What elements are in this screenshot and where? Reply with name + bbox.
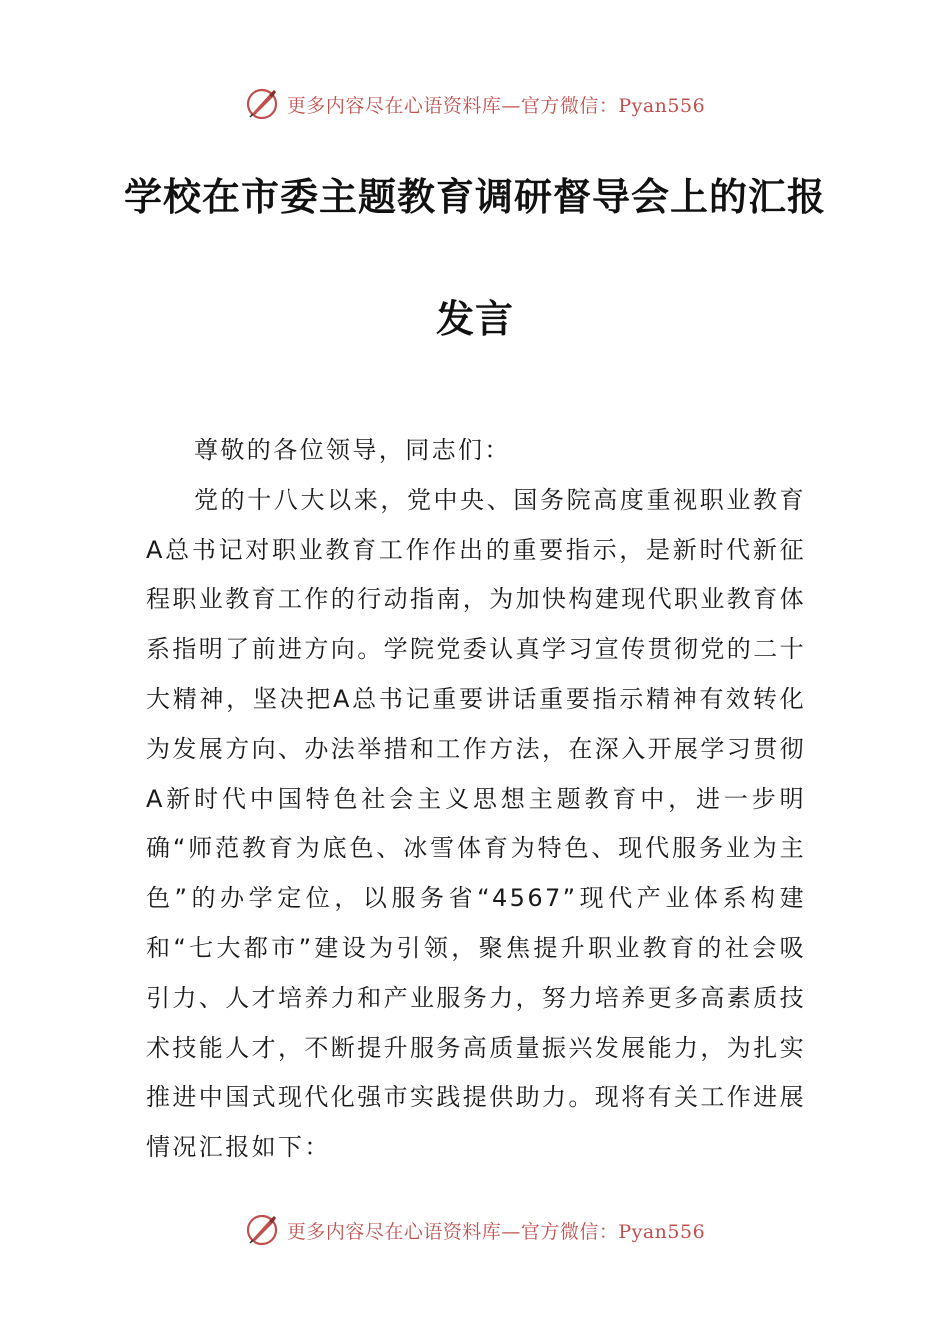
document-title-line-2: 发言 bbox=[435, 297, 514, 341]
document-body bbox=[146, 426, 806, 1173]
watermark-footer bbox=[0, 1210, 950, 1250]
quill-pen-logo-icon bbox=[245, 87, 279, 121]
body-paragraph: 党的十八大以来，党中央、国务院高度重视职业教育A总书记对职业教育工作作出的重要指示，是新时代新征程职业教育工作的行动指南，为加快构建现代职业教育体系指明了前进方向。学院党委认真学习宣传贯彻党的二十大精神，坚决把A总书记重要讲话重要指示精神有效转化为发展方向、办法举措和工作方法，在深入开展学习贯彻A新时代中国特色社会主义思想主题教育中，进一步明确“师范教育为底色、冰雪体育为特色、现代服务业为主色”的办学定位，以服务省“4567”现代产业体系构建和“七大都市”建设为引领，聚焦提升职业教育的社会吸引力、人才培养力和产业服务力，努力培养更多高素质技术技能人才，不断提升服务高质量振兴发展能力，为扎实推进中国式现代化强市实践提供助力。现将有关工作进展情况汇报如下： bbox=[146, 485, 806, 1162]
watermark-header bbox=[0, 84, 950, 124]
watermark-text: 更多内容尽在心语资料库—官方微信：Pyan556 bbox=[286, 94, 706, 117]
watermark-text: 更多内容尽在心语资料库—官方微信：Pyan556 bbox=[286, 1220, 706, 1243]
document-title-line-1: 学校在市委主题教育调研督导会上的汇报 bbox=[123, 175, 826, 219]
salutation: 尊敬的各位领导，同志们： bbox=[194, 436, 511, 464]
quill-pen-logo-icon bbox=[245, 1213, 279, 1247]
